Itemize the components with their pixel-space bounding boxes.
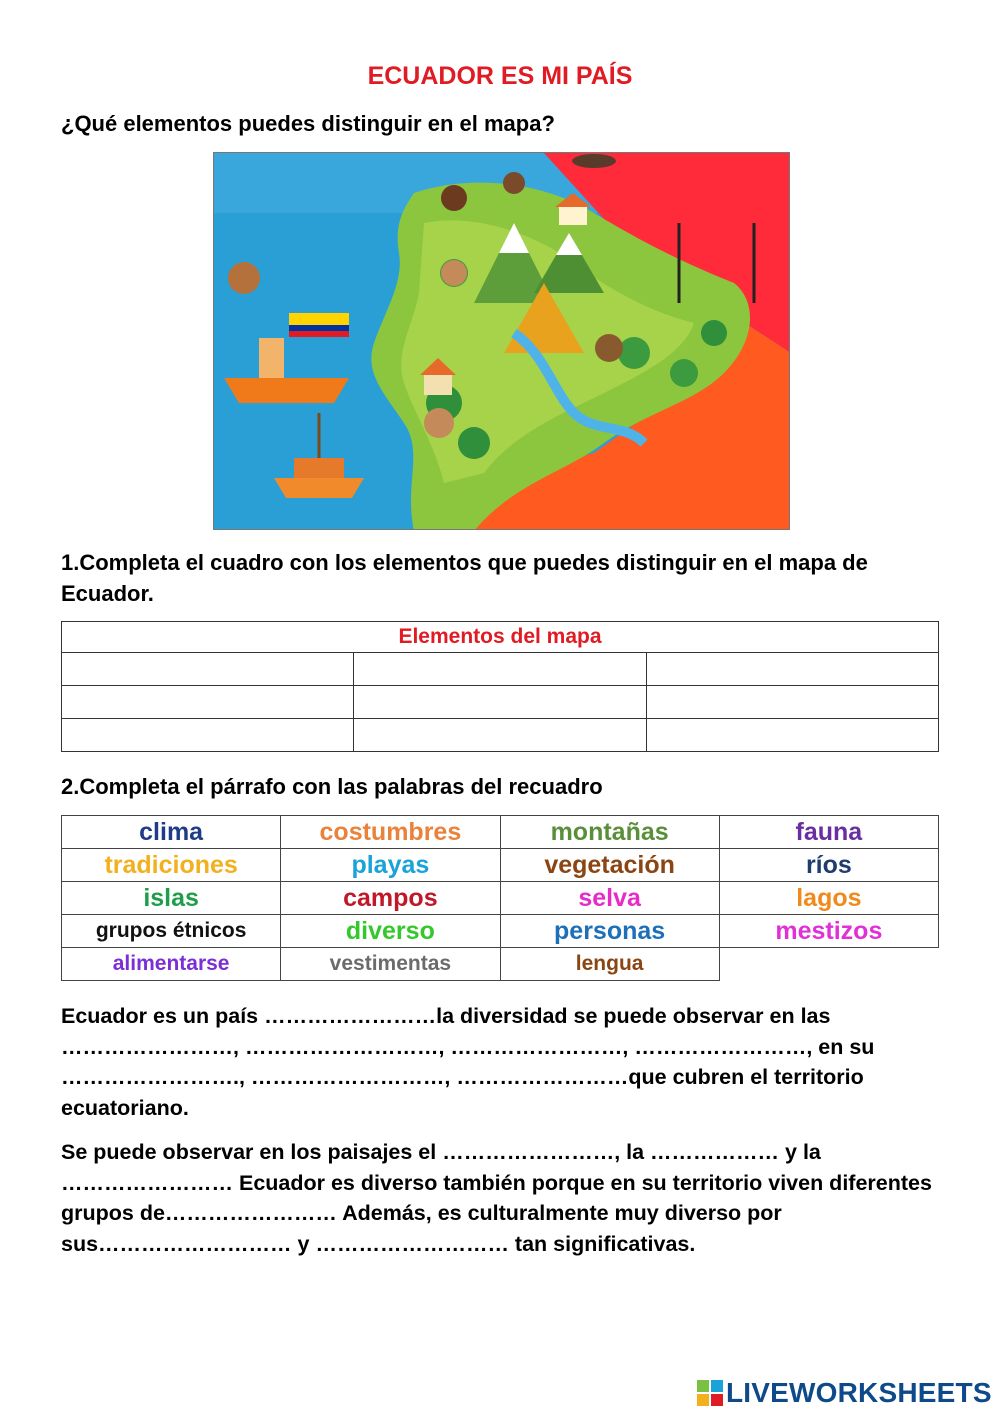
word-bank-word: ríos: [719, 849, 938, 882]
word-bank-word: lengua: [500, 948, 719, 981]
elements-cell[interactable]: [62, 653, 354, 686]
word-bank-word: islas: [62, 882, 281, 915]
instruction-2: 2.Completa el párrafo con las palabras del recuadro: [61, 774, 603, 799]
liveworksheets-logo-icon: [697, 1380, 723, 1406]
instruction-1: 1.Completa el cuadro con los elementos que puedes distinguir en el mapa de Ecuador.: [61, 550, 868, 606]
word-bank-word: personas: [500, 915, 719, 948]
word-bank-table: [61, 815, 939, 981]
map-question: ¿Qué elementos puedes distinguir en el mapa?: [61, 111, 555, 136]
elements-cell[interactable]: [62, 719, 354, 752]
word-bank-word: mestizos: [719, 915, 938, 948]
elements-cell[interactable]: [646, 686, 938, 719]
elements-table-header: Elementos del mapa: [62, 622, 939, 653]
liveworksheets-logo: [697, 1376, 992, 1410]
word-bank-word: montañas: [500, 816, 719, 849]
map-drawing: [214, 153, 790, 530]
liveworksheets-logo-text: LIVEWORKSHEETS: [726, 1377, 992, 1408]
word-bank-word: lagos: [719, 882, 938, 915]
word-bank-word: grupos étnicos: [62, 915, 281, 948]
word-bank-word: clima: [62, 816, 281, 849]
elements-cell[interactable]: [646, 719, 938, 752]
word-bank-word: tradiciones: [62, 849, 281, 882]
elements-cell[interactable]: [354, 719, 646, 752]
elements-table: [61, 621, 939, 752]
word-bank-word: fauna: [719, 816, 938, 849]
elements-cell[interactable]: [354, 653, 646, 686]
elements-cell[interactable]: [354, 686, 646, 719]
paragraph-2: Se puede observar en los paisajes el ……………………, la ……………… y la …………………… Ecuador es diverso también porque en su territorio viven diferentes grupos de…………………… Además, es culturalmente muy diverso por sus……………………… y ……………………… tan significativas.: [61, 1140, 932, 1256]
elements-cell[interactable]: [646, 653, 938, 686]
word-bank-word: selva: [500, 882, 719, 915]
word-bank-word: campos: [281, 882, 500, 915]
elements-cell[interactable]: [62, 686, 354, 719]
word-bank-word: playas: [281, 849, 500, 882]
paragraph-1: Ecuador es un país ……………………la diversidad se puede observar en las ……………………, ………………………, ……………………, ……………………, en su ……………………., ………………………, ……………………que cubren el territorio ecuatoriano.: [61, 1004, 875, 1120]
word-bank-word: vestimentas: [281, 948, 500, 981]
word-bank-word: costumbres: [281, 816, 500, 849]
word-bank-word: alimentarse: [62, 948, 281, 981]
word-bank-word: vegetación: [500, 849, 719, 882]
word-bank-empty-cell: [719, 948, 938, 981]
ecuador-map-illustration: [213, 152, 790, 530]
word-bank-word: diverso: [281, 915, 500, 948]
page-title: ECUADOR ES MI PAÍS: [367, 62, 633, 90]
